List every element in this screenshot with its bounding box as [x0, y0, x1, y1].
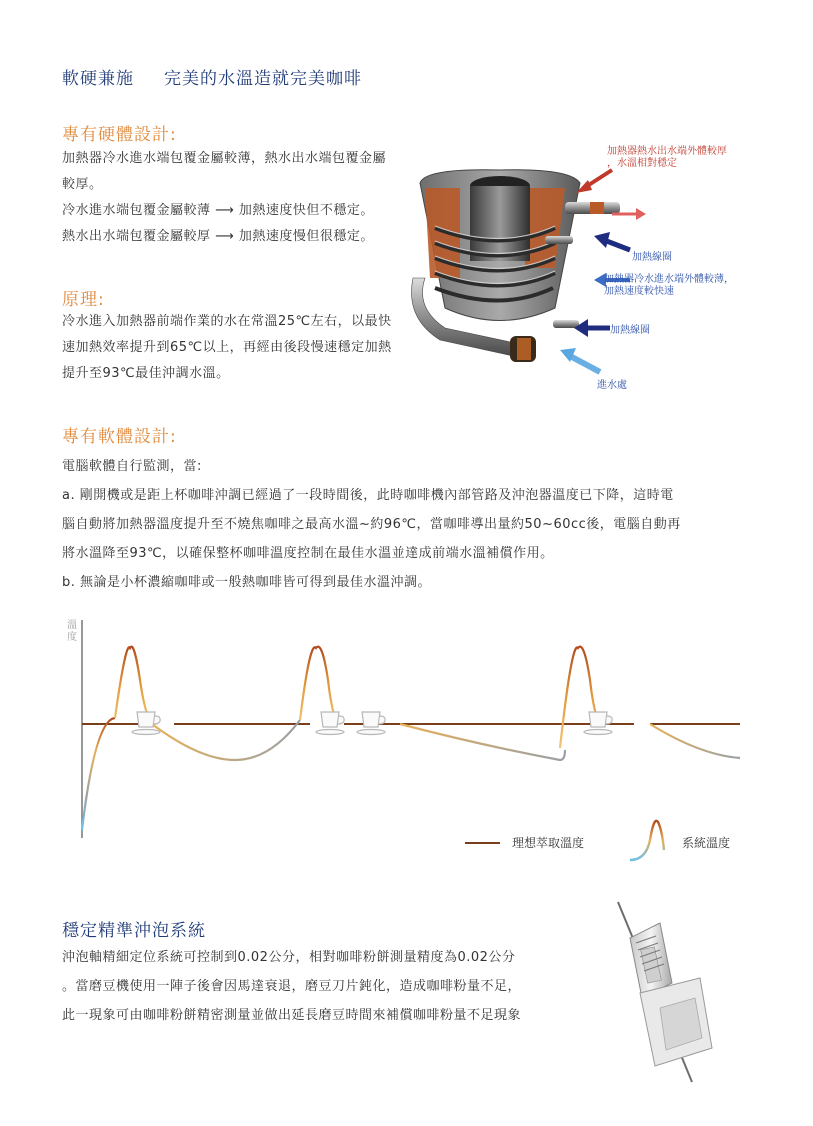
- grinder-line: 此一現象可由咖啡粉餅精密測量並做出延長磨豆時間來補償咖啡粉量不足現象: [62, 1008, 522, 1023]
- callout-line: 加熱器熱水出水端外體較厚: [607, 146, 727, 157]
- grinder-line: 沖泡軸精細定位系統可控制到0.02公分，相對咖啡粉餅測量精度為0.02公分: [62, 950, 516, 965]
- arrow-lightblue-inlet: [560, 348, 600, 372]
- callout-line: 加熱速度較快速: [604, 286, 674, 297]
- hardware-line: 加熱器冷水進水端包覆金屬較薄，熱水出水端包覆金屬: [62, 151, 387, 166]
- legend-system-label: 系統溫度: [682, 836, 731, 850]
- brew-unit-body: [630, 923, 712, 1066]
- system-temperature-curve: [82, 647, 740, 830]
- grinder-line: 。當磨豆機使用一陣子後會因馬達衰退，磨豆刀片鈍化，造成咖啡粉量不足，: [62, 979, 522, 994]
- software-heading: 專有軟體設計:: [62, 427, 177, 447]
- callout-coil-1: 加熱線圈: [632, 252, 672, 263]
- legend-system-swatch: [630, 821, 664, 860]
- principle-line: 速加熱效率提升到65℃以上，再經由後段慢速穩定加熱: [62, 340, 392, 355]
- hardware-line: 較厚。: [62, 177, 103, 192]
- coffee-cup-icon: [316, 712, 344, 735]
- principle-text: [62, 309, 452, 387]
- callout-cold-inlet: [604, 274, 734, 298]
- arrow-red-out: [612, 208, 646, 220]
- software-line: 電腦軟體自行監測，當:: [62, 459, 202, 474]
- temperature-chart: [60, 610, 760, 870]
- software-line: 將水溫降至93℃，以確保整杯咖啡溫度控制在最佳水溫並達成前端水溫補償作用。: [62, 546, 554, 561]
- software-line: b. 無論是小杯濃縮咖啡或一般熱咖啡皆可得到最佳水溫沖調。: [62, 575, 432, 590]
- legend-ideal-label: 理想萃取溫度: [512, 836, 585, 850]
- hardware-line: 熱水出水端包覆金屬較厚 ⟶ 加熱速度慢但很穩定。: [62, 229, 374, 244]
- arrow-navy-coil-2: [574, 319, 610, 337]
- grinder-heading: 穩定精準沖泡系統: [62, 921, 206, 941]
- callout-coil-2: 加熱線圈: [610, 325, 650, 336]
- software-line: 腦自動將加熱器溫度提升至不燒焦咖啡之最高水溫~約96℃，當咖啡導出量約50~60cc後，電腦自動再: [62, 517, 681, 532]
- callout-line: ，水溫相對穩定: [607, 158, 677, 169]
- callout-water-inlet: 進水處: [597, 380, 627, 391]
- arrow-red-in: [576, 170, 612, 193]
- hardware-text: [62, 146, 452, 250]
- hardware-line: 冷水進水端包覆金屬較薄 ⟶ 加熱速度快但不穩定。: [62, 203, 374, 218]
- y-axis-label-char: 溫: [67, 620, 77, 631]
- callout-line: 加熱器冷水進水端外體較薄，: [604, 274, 734, 285]
- software-line: a. 剛開機或是距上杯咖啡沖調已經過了一段時間後，此時咖啡機內部管路及沖泡器溫度已下降，這時電: [62, 488, 674, 503]
- hardware-heading: 專有硬體設計:: [62, 125, 177, 145]
- principle-line: 提升至93℃最佳沖調水溫。: [62, 366, 230, 381]
- y-axis-label-char: 度: [67, 632, 77, 643]
- brewing-unit-illustration: [600, 898, 725, 1088]
- page-title: [62, 64, 362, 89]
- grinder-text: [62, 943, 602, 1030]
- principle-line: 冷水進入加熱器前端作業的水在常溫25℃左右，以最快: [62, 314, 392, 329]
- page-title-right: 完美的水溫造就完美咖啡: [164, 69, 362, 89]
- callout-hot-outlet: [607, 146, 727, 170]
- software-text: [62, 452, 762, 597]
- page-title-left: 軟硬兼施: [62, 69, 134, 89]
- principle-heading: 原理:: [62, 290, 105, 310]
- arrow-navy-coil-1: [594, 232, 630, 250]
